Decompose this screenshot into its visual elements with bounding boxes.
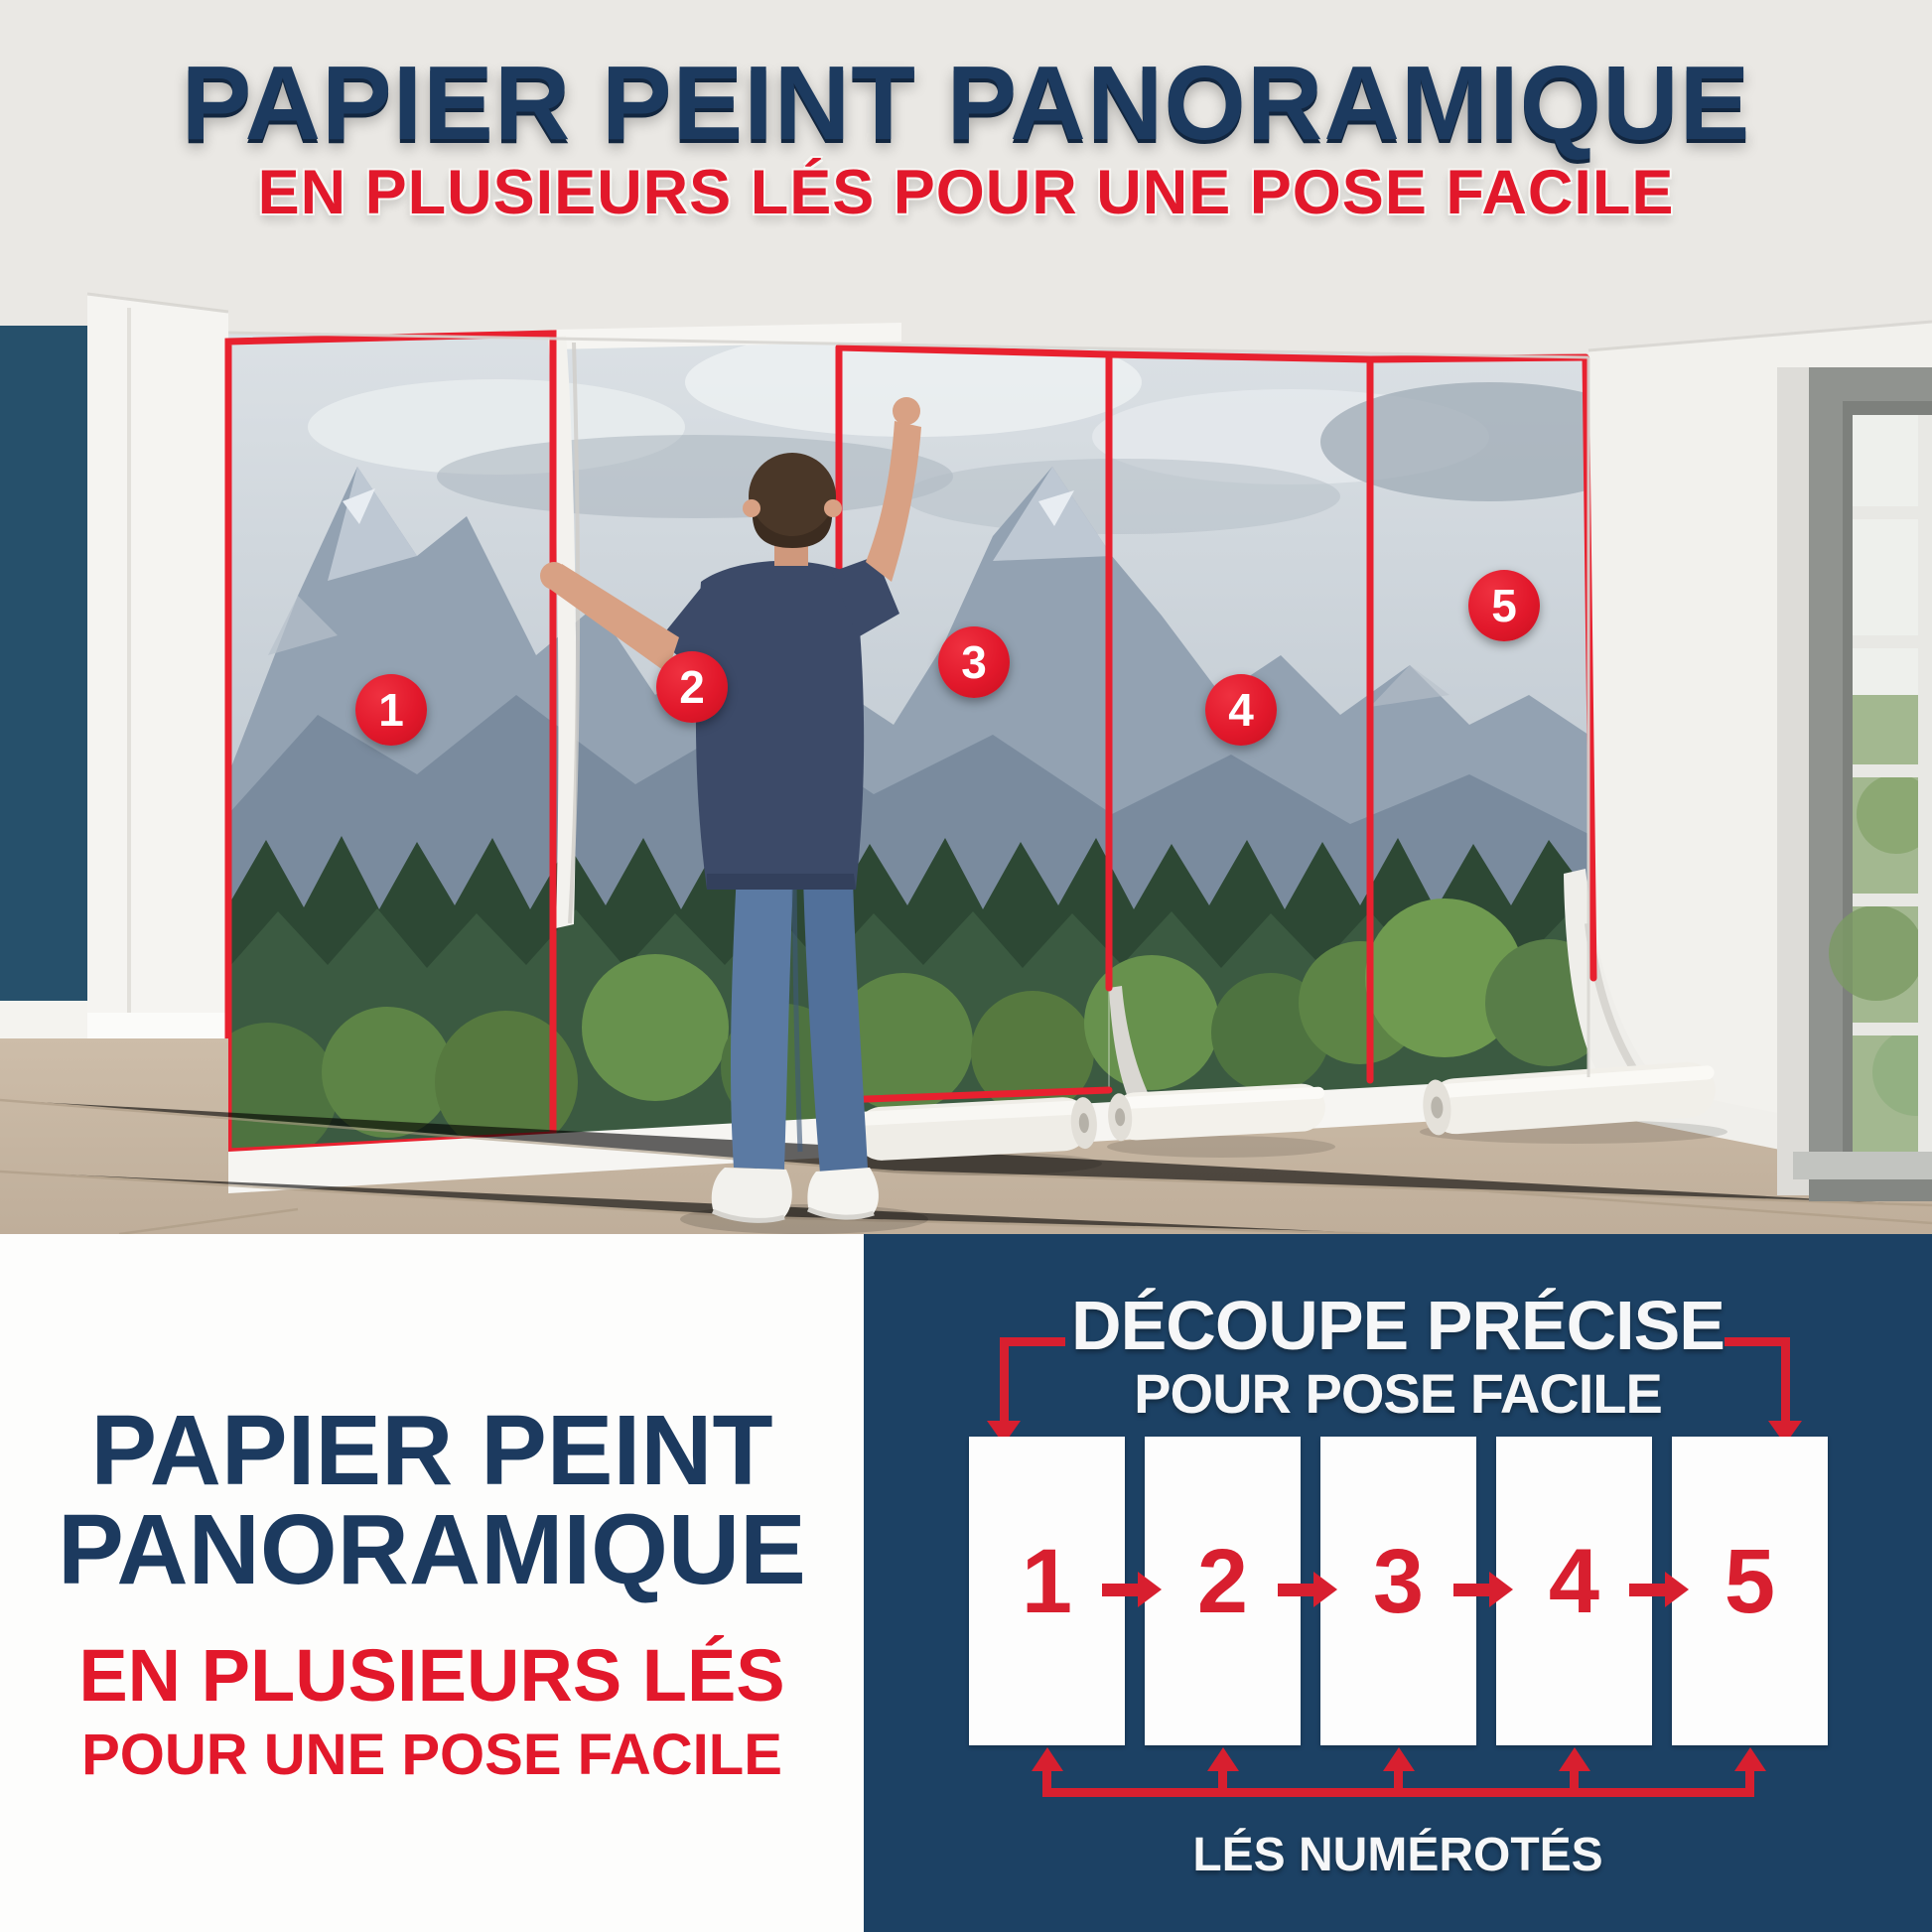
connector-stub (1218, 1771, 1227, 1797)
bottom-subtitle-line1: EN PLUSIEURS LÉS (78, 1634, 785, 1717)
panel-number-badge-2: 2 (656, 651, 728, 723)
arrow-up-icon (1559, 1747, 1590, 1771)
arrow-right-icon (1453, 1572, 1519, 1607)
arrow-up-icon (1207, 1747, 1239, 1771)
connector-stub (1042, 1771, 1051, 1797)
diagram-footer-label: LÉS NUMÉROTÉS (1192, 1829, 1603, 1881)
arrow-up-icon (1383, 1747, 1415, 1771)
bottom-title-line2: PANORAMIQUE (58, 1494, 806, 1605)
arrow-up-icon (1734, 1747, 1766, 1771)
strips-row (969, 1437, 1828, 1745)
panel-number-badge-5: 5 (1468, 570, 1540, 641)
arrow-right-icon (1102, 1572, 1168, 1607)
poster-title: PAPIER PEINT PANORAMIQUE (181, 45, 1751, 162)
panel-number-badge-3: 3 (938, 626, 1010, 698)
diagram-heading-line1: DÉCOUPE PRÉCISE (1071, 1287, 1725, 1364)
connector-stub (1394, 1771, 1403, 1797)
numbered-strips-diagram (864, 1234, 1932, 1932)
strip-number-5: 5 (1724, 1531, 1776, 1632)
arrow-right-icon (1629, 1572, 1695, 1607)
arrow-right-icon (1278, 1572, 1343, 1607)
panel-number-badge-4: 4 (1205, 674, 1277, 746)
connector-stub (1745, 1771, 1754, 1797)
window (1777, 367, 1932, 1201)
panel-number-badge-1: 1 (355, 674, 427, 746)
strip-5 (1672, 1437, 1828, 1745)
connector-stub (1570, 1771, 1579, 1797)
diagram-heading-line2: POUR POSE FACILE (1134, 1362, 1662, 1425)
poster-subtitle: EN PLUSIEURS LÉS POUR UNE POSE FACILE (257, 158, 1675, 227)
bottom-subtitle-line2: POUR UNE POSE FACILE (81, 1723, 782, 1787)
accent-wall (0, 326, 87, 1001)
strip-number-3: 3 (1372, 1531, 1425, 1632)
text-block-section (0, 1234, 864, 1932)
strip-number-1: 1 (1021, 1531, 1073, 1632)
bottom-title-line1: PAPIER PEINT (90, 1395, 773, 1506)
arrow-up-icon (1032, 1747, 1063, 1771)
strip-number-4: 4 (1548, 1531, 1600, 1632)
left-wall (87, 294, 228, 1038)
strip-number-2: 2 (1196, 1531, 1249, 1632)
